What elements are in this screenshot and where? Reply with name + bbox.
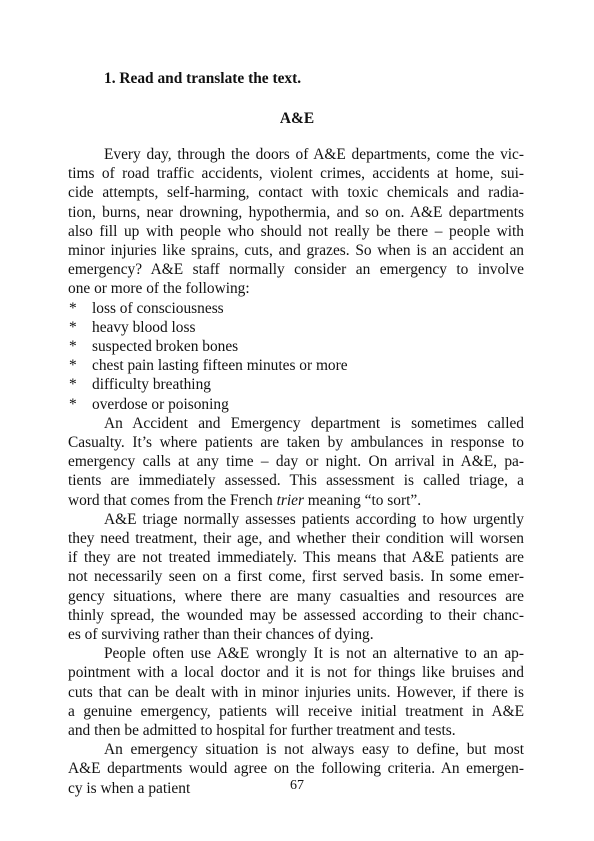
text-line: tients are immediately assessed. This assessment is called triage, a (68, 472, 524, 490)
text-line: they need treatment, their age, and whether their condition will worsen (68, 529, 524, 547)
list-item-text: suspected broken bones (92, 338, 239, 355)
emergency-criteria-list (68, 299, 524, 414)
paragraph-2 (68, 414, 524, 510)
text-line: People often use A&E wrongly It is not an alternative to an ap- (104, 645, 524, 663)
list-item-text: loss of consciousness (92, 299, 224, 317)
list-item (68, 356, 524, 375)
text-line: An Accident and Emergency department is sometimes called (104, 414, 524, 432)
text-line: A&E departments would agree on the following criteria. An emergen- (68, 760, 524, 778)
text-line: a genuine emergency, patients will receive initial treatment in A&E (68, 702, 524, 720)
bullet-star: * (69, 395, 77, 413)
text-line: An emergency situation is not always easy to define, but most (104, 741, 524, 759)
list-item-text: chest pain lasting fifteen minutes or more (92, 357, 348, 375)
text-line: thinly spread, the wounded may be assessed according to their chanc- (68, 606, 524, 624)
bullet-star: * (69, 338, 77, 355)
list-item (68, 337, 524, 356)
text-line: minor injuries like sprains, cuts, and grazes. So when is an accident an (68, 242, 524, 260)
exercise-heading: 1. Read and translate the text. (104, 70, 302, 87)
text-line: also fill up with people who should not really be there – people with (68, 222, 524, 240)
text-line: Every day, through the doors of A&E departments, come the vic- (104, 146, 524, 163)
article-body (68, 145, 524, 798)
list-item-text: difficulty breathing (92, 376, 211, 394)
list-item (68, 299, 524, 318)
bullet-star: * (69, 299, 77, 317)
text-line: cide attempts, self-harming, contact with toxic chemicals and radia- (68, 184, 524, 202)
page-number: 67 (290, 778, 304, 793)
paragraph-3 (68, 510, 524, 644)
list-item (68, 318, 524, 337)
text-line: tims of road traffic accidents, violent crimes, accidents at home, sui- (68, 165, 524, 183)
list-item-text: heavy blood loss (92, 318, 196, 336)
list-item (68, 375, 524, 394)
text-line: es of surviving rather than their chances of dying. (68, 625, 374, 643)
paragraph-4 (68, 644, 524, 740)
bullet-star: * (69, 376, 77, 394)
text-line: emergency calls at any time – day or night. On arrival in A&E, pa- (68, 453, 524, 471)
text-line: emergency? A&E staff normally consider an emergency to involve (68, 261, 524, 279)
text-line (68, 491, 524, 510)
list-item-text: overdose or poisoning (92, 395, 229, 413)
text-title: A&E (279, 110, 315, 127)
text-line: gency situations, where there are many casualties and resources are (68, 587, 524, 605)
text-line: A&E triage normally assesses patients according to how urgently (104, 510, 524, 528)
text-line: and then be admitted to hospital for further treatment and tests. (68, 722, 456, 739)
list-item (68, 395, 524, 414)
text-line: cuts that can be dealt with in minor injuries units. However, if there is (68, 683, 524, 701)
text-line: pointment with a local doctor and it is not for things like bruises and (68, 664, 524, 682)
text-line: one or more of the following: (68, 280, 250, 298)
text-segment: word that comes from the French (68, 491, 277, 509)
bullet-star: * (69, 357, 77, 375)
text-line: cy is when a patient (68, 779, 191, 797)
text-line: tion, burns, near drowning, hypothermia, and so on. A&E departments (68, 203, 524, 221)
text-segment: meaning “to sort”. (303, 491, 422, 509)
text-line: not necessarily seen on a first come, first served basis. In some emer- (68, 568, 524, 586)
paragraph-1 (68, 145, 524, 299)
text-line: Casualty. It’s where patients are taken by ambulances in response to (68, 433, 524, 451)
bullet-star: * (69, 318, 77, 336)
italic-term: trier (276, 491, 304, 509)
text-line: if they are not treated immediately. This means that A&E patients are (68, 549, 524, 567)
